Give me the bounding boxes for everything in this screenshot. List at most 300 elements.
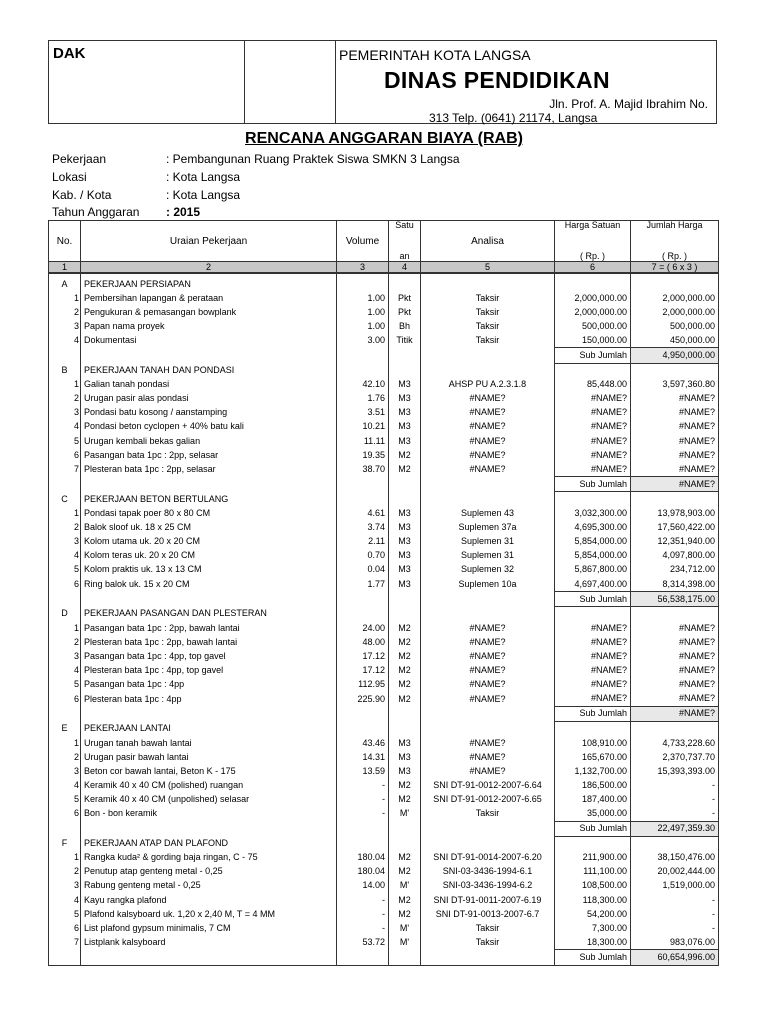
item-analysis: #NAME? [421,406,555,420]
item-unit: Pkt [389,305,421,319]
table-row [49,621,719,635]
item-analysis: SNI DT-91-0014-2007-6.20 [421,851,555,865]
item-volume: 53.72 [337,935,389,950]
item-no: 3 [49,879,81,893]
item-unit: M3 [389,521,421,535]
item-analysis: #NAME? [421,392,555,406]
item-analysis: #NAME? [421,678,555,692]
item-no: 5 [49,434,81,448]
empty-cell [49,592,81,607]
item-volume: - [337,792,389,806]
section-title: PEKERJAAN TANAH DAN PONDASI [81,363,337,378]
item-analysis: Taksir [421,333,555,348]
government-name: PEMERINTAH KOTA LANGSA [339,47,531,63]
item-unit-price: 150,000.00 [555,333,631,348]
item-description: Pembersihan lapangan & perataan [81,291,337,305]
item-unit-price: 3,032,300.00 [555,507,631,521]
table-row [49,635,719,649]
item-unit-price: 54,200.00 [555,907,631,921]
empty-cell [631,607,719,622]
item-unit-price: 85,448.00 [555,378,631,392]
item-analysis: #NAME? [421,462,555,477]
agency-name: DINAS PENDIDIKAN [384,67,610,93]
item-unit-price: 7,300.00 [555,921,631,935]
col-jumlah [631,221,719,262]
table-row [49,333,719,348]
item-unit-price: #NAME? [555,392,631,406]
item-total: #NAME? [631,406,719,420]
item-unit-price: #NAME? [555,649,631,663]
table-row [49,378,719,392]
item-total: 234,712.00 [631,563,719,577]
item-unit: M2 [389,692,421,707]
section-header-row [49,721,719,736]
table-row [49,851,719,865]
table-row [49,305,719,319]
empty-cell [555,607,631,622]
empty-cell [555,721,631,736]
section-title: PEKERJAAN LANTAI [81,721,337,736]
table-row [49,462,719,477]
empty-cell [421,706,555,721]
item-volume: - [337,893,389,907]
letterhead [48,40,717,124]
empty-cell [389,836,421,851]
item-volume: 19.35 [337,448,389,462]
item-total: 15,393,393.00 [631,764,719,778]
meta-value: : 2015 [166,205,201,219]
item-no: 3 [49,406,81,420]
item-volume: 17.12 [337,664,389,678]
col-harga-bottom: ( Rp. ) [579,251,605,261]
subtotal-value: #NAME? [631,477,719,492]
item-no: 6 [49,448,81,462]
item-analysis: #NAME? [421,736,555,750]
section-letter: C [49,492,81,507]
empty-cell [555,836,631,851]
col-uraian: Uraian Pekerjaan [81,221,337,262]
item-analysis: Suplemen 31 [421,535,555,549]
item-no: 1 [49,291,81,305]
item-description: Dokumentasi [81,333,337,348]
empty-cell [389,348,421,363]
item-unit: M' [389,879,421,893]
item-no: 4 [49,333,81,348]
empty-cell [81,592,337,607]
item-total: #NAME? [631,635,719,649]
item-analysis: SNI-03-3436-1994-6.1 [421,865,555,879]
item-unit: M3 [389,577,421,592]
table-row [49,577,719,592]
item-no: 2 [49,750,81,764]
item-no: 3 [49,535,81,549]
item-no: 4 [49,778,81,792]
empty-cell [421,492,555,507]
table-row [49,649,719,663]
item-unit: Titik [389,333,421,348]
empty-cell [421,821,555,836]
empty-cell [49,821,81,836]
empty-cell [631,492,719,507]
item-analysis: #NAME? [421,448,555,462]
empty-cell [421,363,555,378]
item-analysis: Suplemen 43 [421,507,555,521]
empty-cell [631,721,719,736]
address-line-1: Jln. Prof. A. Majid Ibrahim No. [549,97,708,111]
empty-cell [421,721,555,736]
item-analysis: SNI DT-91-0013-2007-6.7 [421,907,555,921]
table-row [49,392,719,406]
item-total: #NAME? [631,664,719,678]
item-analysis: SNI DT-91-0012-2007-6.65 [421,792,555,806]
empty-cell [555,363,631,378]
empty-cell [49,706,81,721]
meta-row [52,205,200,219]
item-description: Keramik 40 x 40 CM (polished) ruangan [81,778,337,792]
item-analysis: Taksir [421,319,555,333]
table-row [49,792,719,806]
item-unit-price: 111,100.00 [555,865,631,879]
empty-cell [337,477,389,492]
item-total: #NAME? [631,420,719,434]
item-analysis: Suplemen 32 [421,563,555,577]
item-volume: 180.04 [337,865,389,879]
empty-cell [337,950,389,965]
item-total: 450,000.00 [631,333,719,348]
section-header-row [49,492,719,507]
item-description: Urugan kembali bekas galian [81,434,337,448]
item-description: Plafond kalsyboard uk. 1,20 x 2,40 M, T = 4 MM [81,907,337,921]
empty-cell [81,348,337,363]
item-unit-price: #NAME? [555,434,631,448]
item-description: Pasangan bata 1pc : 2pp, selasar [81,448,337,462]
item-unit: M2 [389,792,421,806]
item-analysis: #NAME? [421,649,555,663]
item-description: Urugan pasir bawah lantai [81,750,337,764]
item-no: 1 [49,507,81,521]
item-no: 3 [49,649,81,663]
item-unit: M2 [389,664,421,678]
item-volume: 42.10 [337,378,389,392]
item-unit-price: #NAME? [555,448,631,462]
item-total: 2,000,000.00 [631,291,719,305]
item-volume: 3.74 [337,521,389,535]
section-header-row [49,363,719,378]
item-total: 3,597,360.80 [631,378,719,392]
document-title: RENCANA ANGGARAN BIAYA (RAB) [245,130,523,147]
subtotal-value: 22,497,359.30 [631,821,719,836]
table-row [49,507,719,521]
section-title: PEKERJAAN BETON BERTULANG [81,492,337,507]
subtotal-value: 4,950,000.00 [631,348,719,363]
table-row [49,406,719,420]
item-description: Beton cor bawah lantai, Beton K - 175 [81,764,337,778]
table-row [49,778,719,792]
item-volume: 11.11 [337,434,389,448]
empty-cell [421,592,555,607]
item-total: 8,314,398.00 [631,577,719,592]
item-volume: 1.00 [337,319,389,333]
item-volume: 0.70 [337,549,389,563]
item-description: Plesteran bata 1pc : 2pp, selasar [81,462,337,477]
item-unit: M3 [389,764,421,778]
item-unit-price: #NAME? [555,664,631,678]
item-no: 2 [49,305,81,319]
item-unit-price: 18,300.00 [555,935,631,950]
section-header-row [49,277,719,291]
item-no: 1 [49,378,81,392]
col-analisa: Analisa [421,221,555,262]
item-description: Urugan pasir alas pondasi [81,392,337,406]
section-title: PEKERJAAN PERSIAPAN [81,277,337,291]
item-description: Pasangan bata 1pc : 2pp, bawah lantai [81,621,337,635]
item-description: Bon - bon keramik [81,806,337,821]
section-letter: D [49,607,81,622]
item-unit: M2 [389,865,421,879]
item-analysis: SNI DT-91-0012-2007-6.64 [421,778,555,792]
section-header-row [49,836,719,851]
subtotal-label: Sub Jumlah [555,592,631,607]
item-analysis: Taksir [421,921,555,935]
item-no: 6 [49,806,81,821]
subtotal-label: Sub Jumlah [555,821,631,836]
col-jumlah-bottom: ( Rp. ) [661,251,687,261]
item-unit-price: 500,000.00 [555,319,631,333]
rab-table [48,220,719,966]
item-volume: 1.77 [337,577,389,592]
item-unit: M2 [389,448,421,462]
empty-cell [421,348,555,363]
empty-cell [337,348,389,363]
item-volume: - [337,806,389,821]
item-unit: M3 [389,392,421,406]
item-description: Balok sloof uk. 18 x 25 CM [81,521,337,535]
item-total: 4,733,228.60 [631,736,719,750]
item-analysis: #NAME? [421,764,555,778]
item-volume: - [337,778,389,792]
empty-cell [631,363,719,378]
subtotal-row [49,706,719,721]
item-unit: M3 [389,750,421,764]
item-unit: M3 [389,434,421,448]
item-description: Kolom utama uk. 20 x 20 CM [81,535,337,549]
col-jumlah-top: Jumlah Harga [646,220,703,230]
meta-label: Tahun Anggaran [52,205,140,219]
item-description: Urugan tanah bawah lantai [81,736,337,750]
table-row [49,921,719,935]
item-unit: M3 [389,563,421,577]
table-row [49,291,719,305]
empty-cell [555,492,631,507]
item-unit: Bh [389,319,421,333]
item-volume: 10.21 [337,420,389,434]
table-row [49,764,719,778]
col-satuan-bottom: an [399,251,410,261]
funding-tag: DAK [53,45,86,62]
item-description: Plesteran bata 1pc : 2pp, bawah lantai [81,635,337,649]
subtotal-value: 60,654,996.00 [631,950,719,965]
subtotal-label: Sub Jumlah [555,477,631,492]
item-no: 6 [49,577,81,592]
meta-value: : Pembangunan Ruang Praktek Siswa SMKN 3 Langsa [166,152,460,166]
item-analysis: #NAME? [421,692,555,707]
item-analysis: Taksir [421,935,555,950]
item-volume: 180.04 [337,851,389,865]
item-total: #NAME? [631,621,719,635]
table-row [49,692,719,707]
subtotal-label: Sub Jumlah [555,950,631,965]
item-volume: 1.76 [337,392,389,406]
subtotal-label: Sub Jumlah [555,706,631,721]
item-unit-price: 108,500.00 [555,879,631,893]
item-description: Plesteran bata 1pc : 4pp, top gavel [81,664,337,678]
item-analysis: #NAME? [421,750,555,764]
item-analysis: #NAME? [421,664,555,678]
item-total: 12,351,940.00 [631,535,719,549]
subtotal-row [49,950,719,965]
item-no: 6 [49,692,81,707]
meta-value: : Kota Langsa [166,170,241,184]
divider [244,41,245,123]
item-analysis: #NAME? [421,420,555,434]
meta-row [52,152,460,166]
empty-cell [631,277,719,291]
item-unit: M3 [389,535,421,549]
item-description: Pondasi tapak poer 80 x 80 CM [81,507,337,521]
item-no: 2 [49,521,81,535]
section-letter: E [49,721,81,736]
item-unit-price: 1,132,700.00 [555,764,631,778]
table-row [49,865,719,879]
item-analysis: Taksir [421,291,555,305]
table-row [49,893,719,907]
col-number: 5 [421,262,555,274]
item-unit-price: 165,670.00 [555,750,631,764]
item-unit-price: 211,900.00 [555,851,631,865]
meta-label: Kab. / Kota [52,188,112,202]
empty-cell [81,706,337,721]
meta-row [52,170,240,184]
item-description: Kolom praktis uk. 13 x 13 CM [81,563,337,577]
empty-cell [421,607,555,622]
col-no: No. [49,221,81,262]
item-description: Kayu rangka plafond [81,893,337,907]
empty-cell [49,348,81,363]
item-description: Pasangan bata 1pc : 4pp, top gavel [81,649,337,663]
item-no: 7 [49,462,81,477]
item-total: 1,519,000.00 [631,879,719,893]
item-total: 38,150,476.00 [631,851,719,865]
item-no: 2 [49,392,81,406]
item-unit-price: #NAME? [555,678,631,692]
item-unit-price: 2,000,000.00 [555,305,631,319]
item-no: 4 [49,893,81,907]
meta-row [52,188,240,202]
item-volume: 0.04 [337,563,389,577]
item-total: #NAME? [631,434,719,448]
item-volume: 14.00 [337,879,389,893]
empty-cell [337,592,389,607]
col-satuan-top: Satu [395,220,414,230]
empty-cell [421,950,555,965]
item-no: 7 [49,935,81,950]
meta-label: Lokasi [52,170,87,184]
empty-cell [337,821,389,836]
column-number-row [49,262,719,274]
table-row [49,935,719,950]
empty-cell [337,277,389,291]
empty-cell [555,277,631,291]
item-no: 2 [49,865,81,879]
item-unit: M' [389,921,421,935]
item-description: Pasangan bata 1pc : 4pp [81,678,337,692]
column-header-row [49,221,719,262]
table-row [49,535,719,549]
item-no: 3 [49,764,81,778]
subtotal-label: Sub Jumlah [555,348,631,363]
item-volume: 112.95 [337,678,389,692]
item-description: List plafond gypsum minimalis, 7 CM [81,921,337,935]
item-volume: 225.90 [337,692,389,707]
section-header-row [49,607,719,622]
empty-cell [389,477,421,492]
item-unit-price: 4,695,300.00 [555,521,631,535]
item-description: Keramik 40 x 40 CM (unpolished) selasar [81,792,337,806]
item-volume: 38.70 [337,462,389,477]
item-volume: - [337,907,389,921]
item-unit-price: #NAME? [555,635,631,649]
item-analysis: #NAME? [421,434,555,448]
section-letter: B [49,363,81,378]
col-number: 3 [337,262,389,274]
table-row [49,434,719,448]
table-row [49,678,719,692]
item-analysis: Suplemen 10a [421,577,555,592]
empty-cell [49,950,81,965]
item-description: Rangka kuda² & gording baja ringan, C - 75 [81,851,337,865]
empty-cell [337,492,389,507]
item-volume: 17.12 [337,649,389,663]
empty-cell [421,477,555,492]
empty-cell [81,477,337,492]
item-analysis: SNI DT-91-0011-2007-6.19 [421,893,555,907]
item-no: 6 [49,921,81,935]
table-row [49,549,719,563]
col-satuan [389,221,421,262]
item-unit: M2 [389,462,421,477]
item-total: - [631,907,719,921]
item-total: #NAME? [631,448,719,462]
item-total: 20,002,444.00 [631,865,719,879]
empty-cell [337,706,389,721]
item-volume: 2.11 [337,535,389,549]
item-unit-price: 108,910.00 [555,736,631,750]
item-unit-price: #NAME? [555,406,631,420]
item-unit-price: 35,000.00 [555,806,631,821]
item-analysis: Taksir [421,806,555,821]
table-row [49,879,719,893]
item-analysis: AHSP PU A.2.3.1.8 [421,378,555,392]
item-unit: M' [389,935,421,950]
table-row [49,563,719,577]
item-description: Listplank kalsyboard [81,935,337,950]
empty-cell [389,950,421,965]
col-number: 4 [389,262,421,274]
item-description: Rabung genteng metal - 0,25 [81,879,337,893]
item-volume: 1.00 [337,291,389,305]
item-description: Pondasi batu kosong / aanstamping [81,406,337,420]
empty-cell [389,363,421,378]
